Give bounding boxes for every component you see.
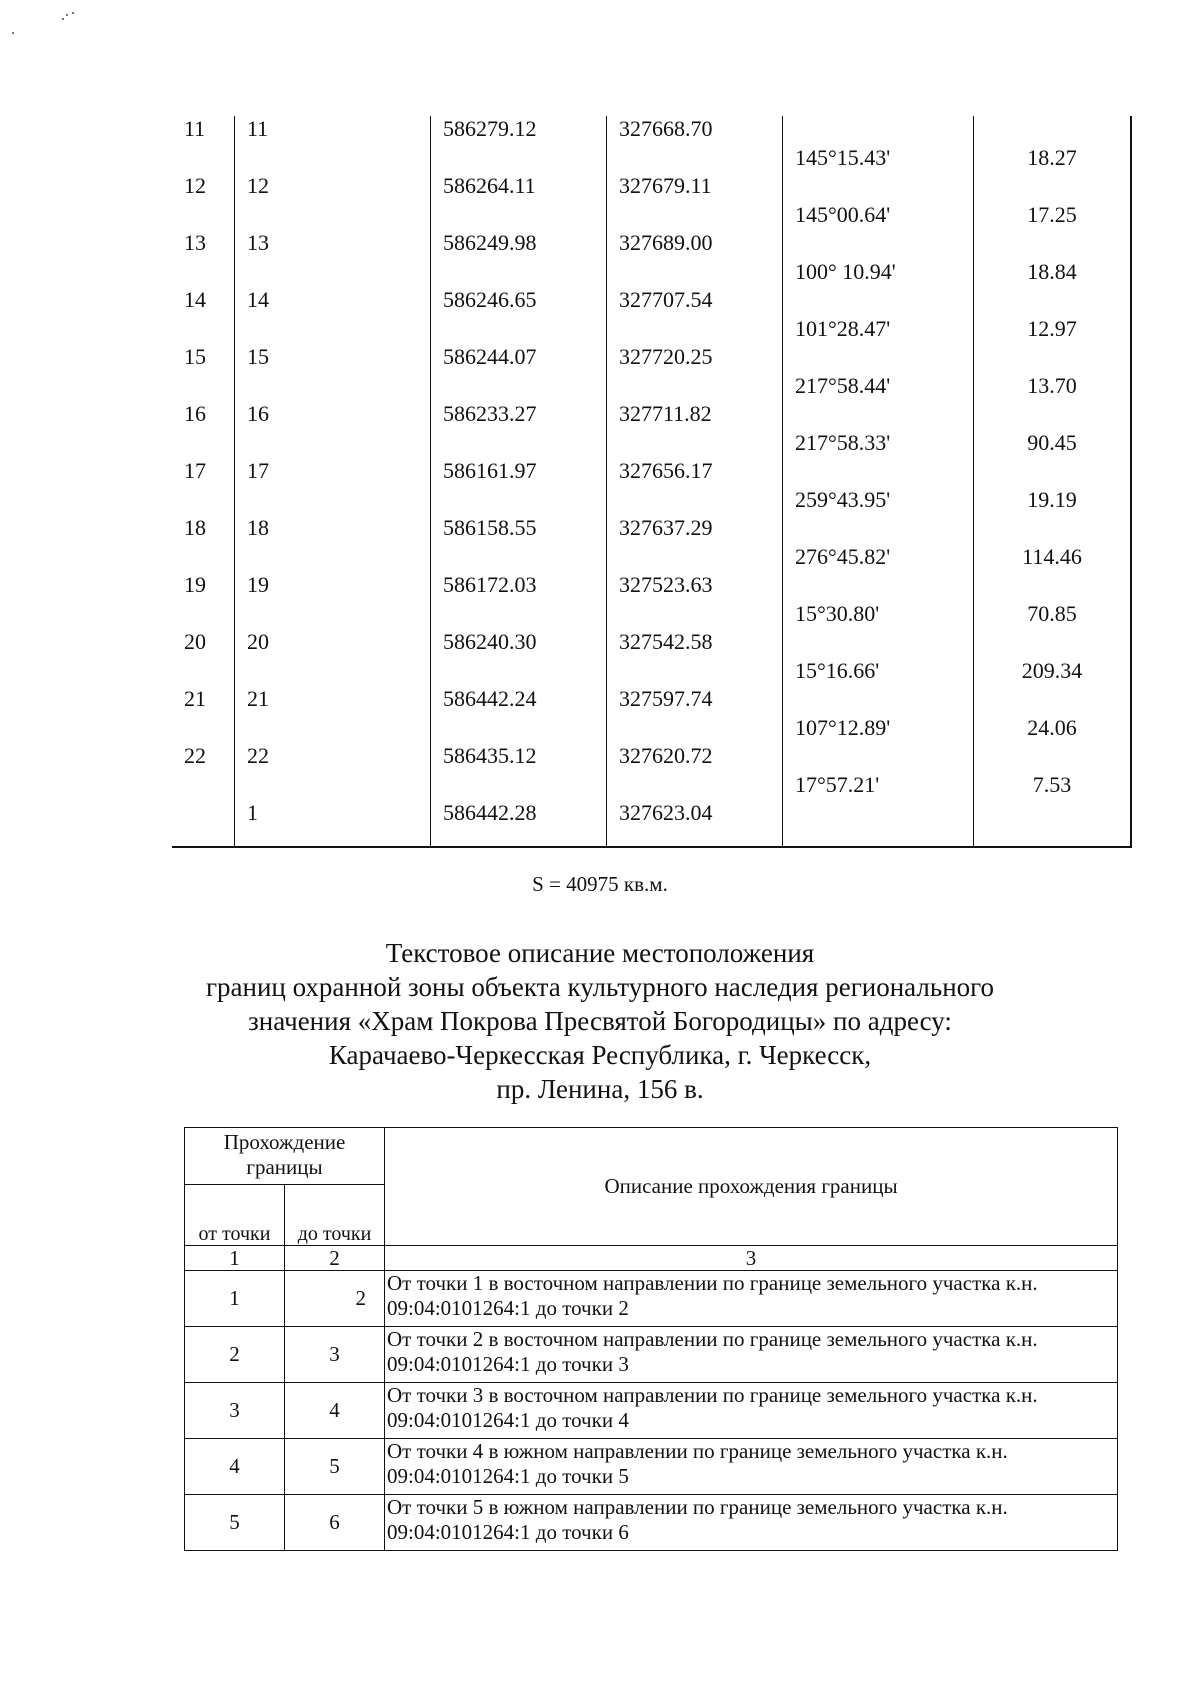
scan-speck [62,18,64,20]
x-coordinate: 586279.12 [443,116,537,141]
point-name: 22 [247,743,269,768]
point-number: 15 [184,344,206,369]
point-number-column [172,116,235,847]
title-line: пр. Ленина, 156 в. [496,1074,704,1104]
description-cell: От точки 2 в восточном направлении по границе земельного участка к.н. 09:04:0101264:1 до точки 3 [385,1327,1118,1383]
point-number: 22 [184,743,206,768]
y-coordinate: 327523.63 [619,572,713,597]
table-row [185,1383,1118,1439]
boundary-description-table [184,1127,1118,1551]
x-coordinate: 586442.28 [443,800,537,825]
point-name: 21 [247,686,269,711]
coordinates-table [172,116,1132,848]
point-name: 15 [247,344,269,369]
point-name: 20 [247,629,269,654]
y-coordinate: 327720.25 [619,344,713,369]
segment-length: 18.84 [1027,259,1077,284]
point-number: 18 [184,515,206,540]
table-header-row [185,1128,1118,1185]
title-line: границ охранной зоны объекта культурного наследия регионального [205,972,995,1002]
segment-length: 114.46 [1022,544,1082,569]
column-index: 3 [385,1246,1118,1271]
y-coordinate: 327668.70 [619,116,713,141]
direction-angle: 145°15.43' [795,145,891,170]
point-number: 16 [184,401,206,426]
point-name: 16 [247,401,269,426]
point-name: 17 [247,458,269,483]
scan-speck [66,14,68,16]
y-coordinate: 327620.72 [619,743,713,768]
header-description: Описание прохождения границы [385,1128,1118,1246]
from-point-cell: 3 [185,1383,285,1439]
x-coordinate: 586233.27 [443,401,537,426]
point-number: 19 [184,572,206,597]
y-coordinate: 327707.54 [619,287,713,312]
description-cell: От точки 3 в восточном направлении по границе земельного участка к.н. 09:04:0101264:1 до точки 4 [385,1383,1118,1439]
coordinates-table-body [172,116,1131,847]
description-cell: От точки 1 в восточном направлении по границе земельного участка к.н. 09:04:0101264:1 до точки 2 [385,1271,1118,1327]
table-row [185,1327,1118,1383]
point-name: 13 [247,230,269,255]
x-coordinate: 586435.12 [443,743,537,768]
segment-length: 13.70 [1027,373,1077,398]
point-number: 11 [184,116,206,141]
from-point-cell: 2 [185,1327,285,1383]
segment-length: 24.06 [1027,715,1077,740]
direction-angle: 259°43.95' [795,487,891,512]
x-coordinate: 586246.65 [443,287,537,312]
table-row [185,1495,1118,1551]
x-coordinate: 586244.07 [443,344,537,369]
y-coordinate: 327542.58 [619,629,713,654]
segment-length: 17.25 [1027,202,1077,227]
table-row [185,1271,1118,1327]
to-point-cell: 6 [285,1495,385,1551]
column-index: 1 [185,1246,285,1271]
x-coordinate: 586172.03 [443,572,537,597]
from-point-cell: 1 [185,1271,285,1327]
direction-angle: 101°28.47' [795,316,891,341]
segment-length: 7.53 [1032,772,1072,797]
y-coordinate-column [607,116,783,847]
point-name: 11 [247,116,269,141]
y-coordinate: 327711.82 [619,401,712,426]
x-coordinate: 586158.55 [443,515,537,540]
to-point-cell: 5 [285,1439,385,1495]
y-coordinate: 327656.17 [619,458,713,483]
segment-length-column [974,116,1132,847]
y-coordinate: 327637.29 [619,515,713,540]
segment-length: 70.85 [1027,601,1077,626]
header-boundary-passage: Прохождение границы [185,1128,385,1185]
column-index-row [185,1246,1118,1271]
title-line: Карачаево-Черкесская Республика, г. Черкесск, [328,1040,872,1070]
direction-angle: 107°12.89' [795,715,891,740]
segment-length: 209.34 [1021,658,1083,683]
table-row [185,1439,1118,1495]
title-line: Текстовое описание местоположения [385,938,815,968]
direction-angle: 276°45.82' [795,544,891,569]
segment-length: 18.27 [1027,145,1077,170]
point-number: 21 [184,686,206,711]
from-point-cell: 4 [185,1439,285,1495]
x-coordinate: 586442.24 [443,686,537,711]
title-line: значения «Храм Покрова Пресвятой Богородицы» по адресу: [248,1006,952,1036]
y-coordinate: 327597.74 [619,686,713,711]
point-name: 19 [247,572,269,597]
point-name: 14 [247,287,269,312]
x-coordinate: 586161.97 [443,458,537,483]
header-from-point: от точки [185,1185,285,1246]
to-point-cell: 2 [285,1271,385,1327]
point-name: 1 [247,800,258,825]
direction-angle: 217°58.33' [795,430,891,455]
area-label: S = 40975 кв.м. [532,872,668,896]
point-name-column [235,116,431,847]
direction-angle: 217°58.44' [795,373,891,398]
point-name: 12 [247,173,269,198]
segment-length: 90.45 [1027,430,1077,455]
to-point-cell: 4 [285,1383,385,1439]
direction-angle: 15°16.66' [795,658,880,683]
direction-angle: 15°30.80' [795,601,880,626]
direction-angle: 100° 10.94' [795,259,896,284]
x-coordinate: 586240.30 [443,629,537,654]
column-index: 2 [285,1246,385,1271]
header-to-point: до точки [285,1185,385,1246]
point-name: 18 [247,515,269,540]
scan-speck [72,12,74,14]
point-number: 12 [184,173,206,198]
to-point-cell: 3 [285,1327,385,1383]
x-coordinate: 586249.98 [443,230,537,255]
description-cell: От точки 4 в южном направлении по границе земельного участка к.н. 09:04:0101264:1 до точки 5 [385,1439,1118,1495]
point-number: 17 [184,458,206,483]
point-number: 13 [184,230,206,255]
y-coordinate: 327689.00 [619,230,713,255]
direction-angle: 145°00.64' [795,202,891,227]
x-coordinate: 586264.11 [443,173,536,198]
scan-speck [12,32,14,34]
y-coordinate: 327623.04 [619,800,713,825]
segment-length: 12.97 [1027,316,1077,341]
document-title [0,936,1200,1106]
y-coordinate: 327679.11 [619,173,712,198]
x-coordinate-column [431,116,607,847]
direction-angle: 17°57.21' [795,772,880,797]
direction-angle-column [783,116,974,847]
point-number: 20 [184,629,206,654]
description-cell: От точки 5 в южном направлении по границе земельного участка к.н. 09:04:0101264:1 до точки 6 [385,1495,1118,1551]
segment-length: 19.19 [1027,487,1077,512]
from-point-cell: 5 [185,1495,285,1551]
point-number: 14 [184,287,206,312]
